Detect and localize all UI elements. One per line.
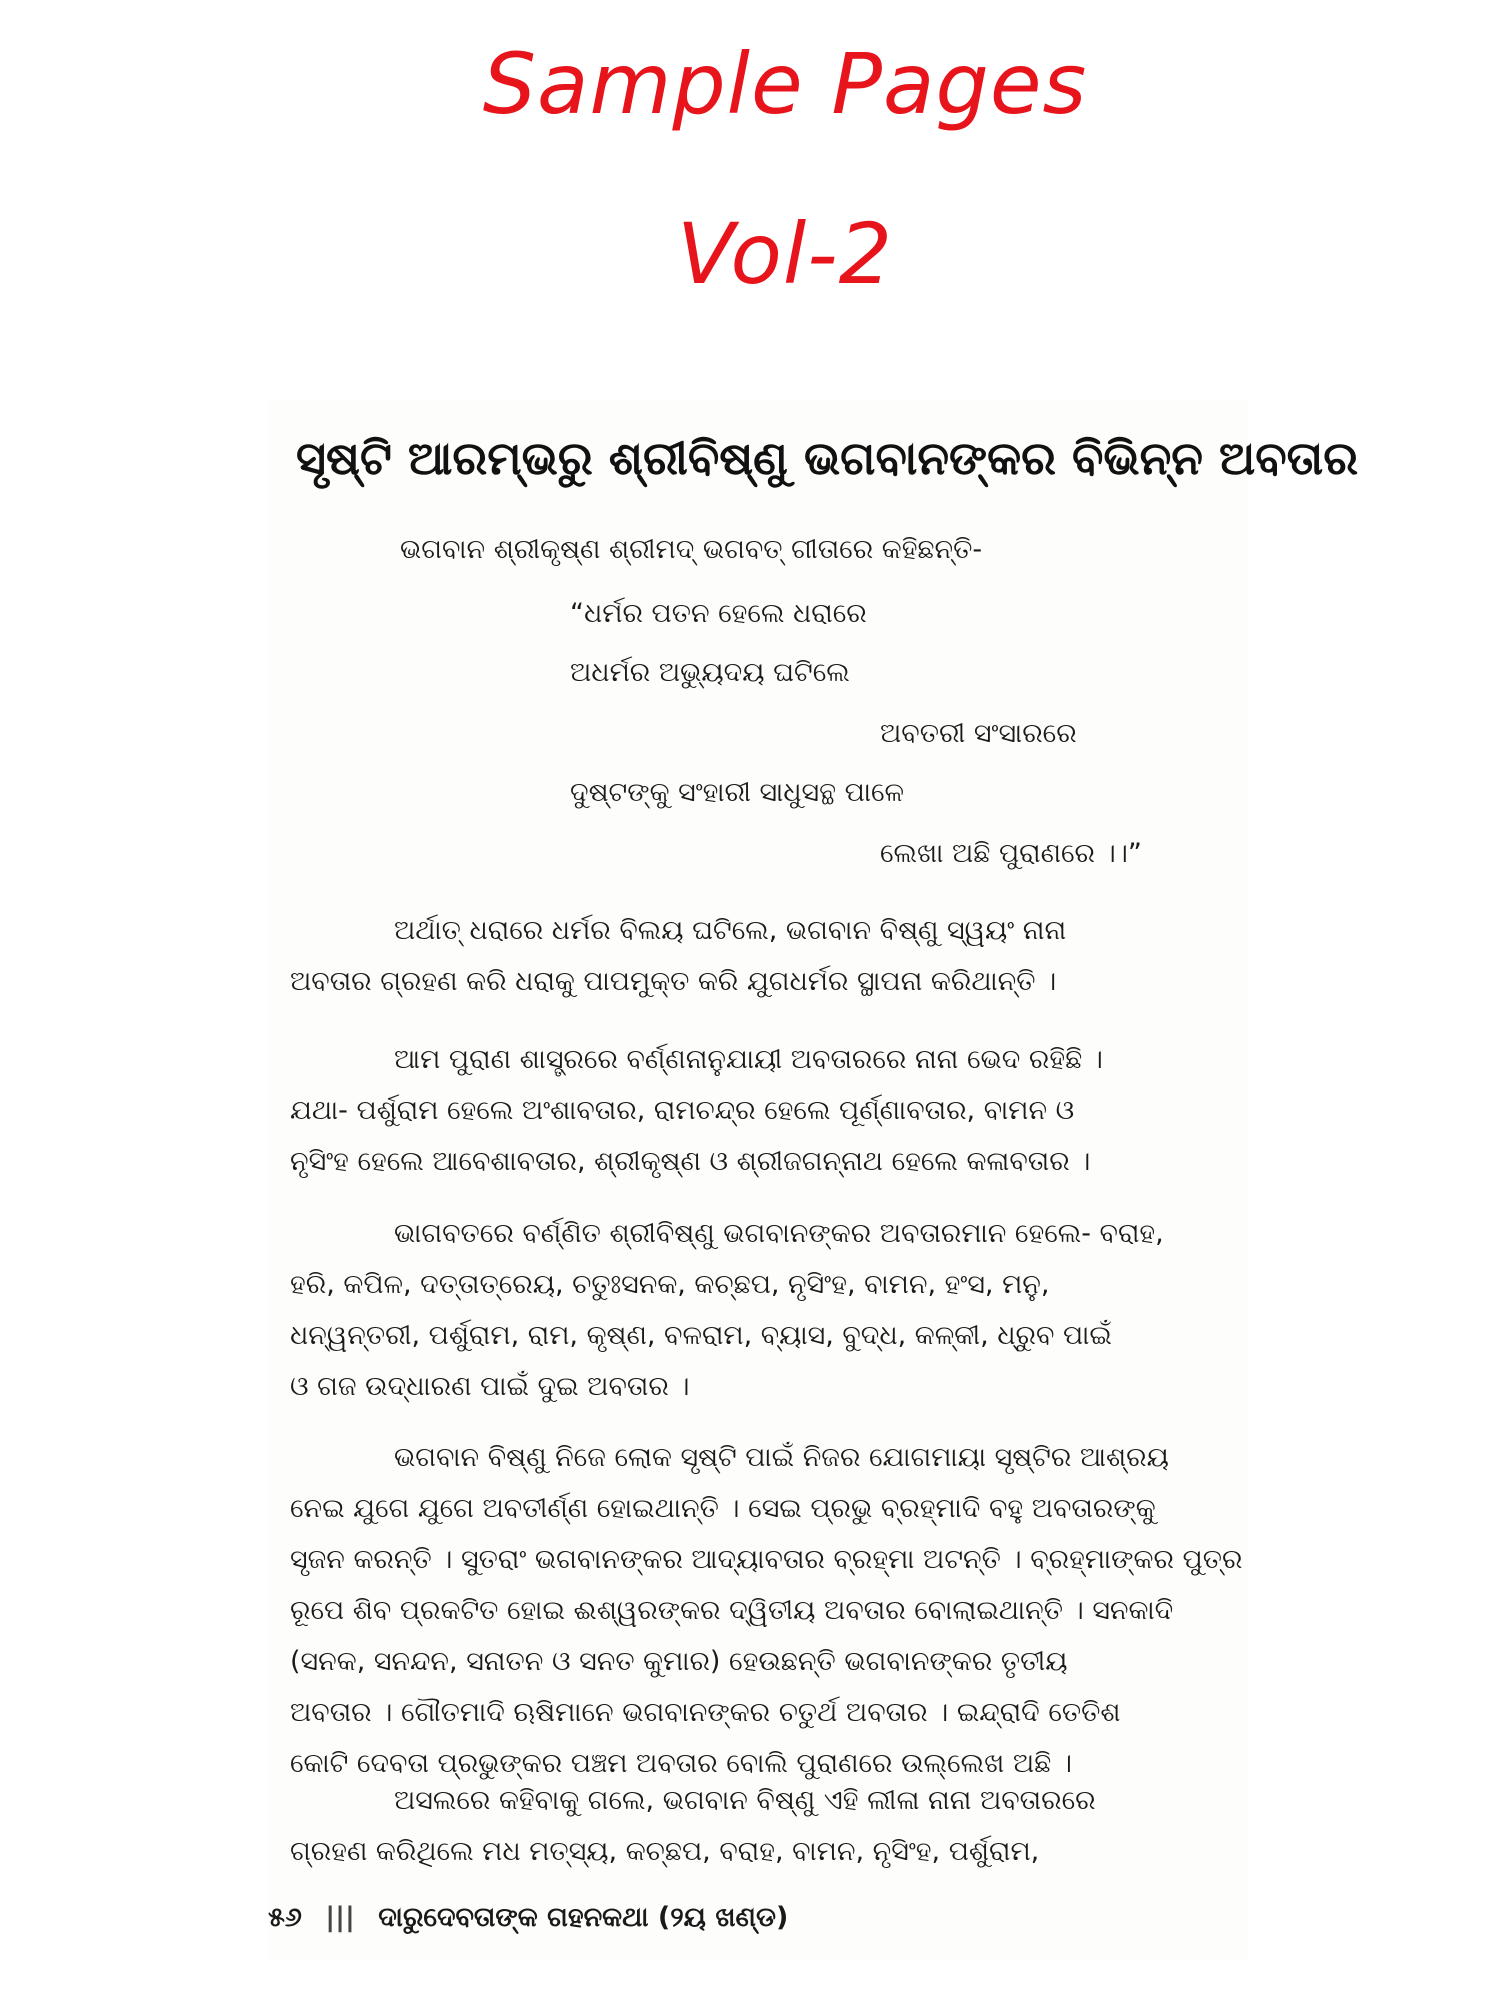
paragraph-2 [290, 1034, 1250, 1187]
paragraph-5 [290, 1775, 1250, 1877]
verse-line: ଦୁଷ୍ଟଙ୍କୁ ସଂହାରୀ ସାଧୁସନ୍ଥ ପାଳେ [570, 777, 905, 808]
paragraph-line: ଭାଗବତରେ ବର୍ଣ୍ଣିତ ଶ୍ରୀବିଷ୍ଣୁ ଭଗବାନଙ୍କର ଅବତାରମାନ ହେଲେ- ବରାହ, [394, 1218, 1164, 1249]
paragraph-line: ଅସଲରେ କହିବାକୁ ଗଲେ, ଭଗବାନ ବିଷ୍ଣୁ ଏହି ଲୀଳା ନାନା ଅବତାରରେ [394, 1785, 1096, 1816]
paragraph-line: ଗ୍ରହଣ କରିଥିଲେ ମଧ ମତ୍ସ୍ୟ, କଚ୍ଛପ, ବରାହ, ବାମନ, ନୃସିଂହ, ପର୍ଶୁରାମ, [290, 1836, 1040, 1867]
paragraph-line: କୋଟି ଦେବତା ପ୍ରଭୁଙ୍କର ପଞ୍ଚମ ଅବତାର ବୋଲି ପୁରାଣରେ ଉଲ୍ଲେଖ ଅଛି । [290, 1748, 1072, 1779]
page-number: ୫୬ [268, 1902, 302, 1933]
paragraph-line: ଭଗବାନ ବିଷ୍ଣୁ ନିଜେ ଲୋକ ସୃଷ୍ଟି ପାଇଁ ନିଜର ଯୋଗମାୟା ସୃଷ୍ଟିର ଆଶ୍ରୟ [394, 1442, 1169, 1473]
banner-volume: Vol-2 [676, 205, 894, 303]
paragraph-line: ଅବତାର । ଗୌତମାଦି ଋଷିମାନେ ଭଗବାନଙ୍କର ଚତୁର୍ଥ ଅବତାର । ଇନ୍ଦ୍ରାଦି ତେତିଶ [290, 1697, 1121, 1728]
verse-line: ଲେଖା ଅଛି ପୁରାଣରେ ।।” [880, 838, 1142, 869]
paragraph-line: ହରି, କପିଳ, ଦତ୍ତାତ୍ରେୟ, ଚତୁଃସନକ, କଚ୍ଛପ, ନୃସିଂହ, ବାମନ, ହଂସ, ମନୁ, [290, 1269, 1050, 1300]
paragraph-line: ସୃଜନ କରନ୍ତି । ସୁତରାଂ ଭଗବାନଙ୍କର ଆଦ୍ୟାବତାର ବ୍ରହ୍ମା ଅଟନ୍ତି । ବ୍ରହ୍ମାଙ୍କର ପୁତ୍ର [290, 1544, 1243, 1575]
paragraph-line: (ସନକ, ସନନ୍ଦନ, ସନାତନ ଓ ସନତ କୁମାର) ହେଉଛନ୍ତି ଭଗବାନଙ୍କର ତୃତୀୟ [290, 1646, 1068, 1677]
paragraph-line: ନେଇ ଯୁଗେ ଯୁଗେ ଅବତୀର୍ଣ୍ଣ ହୋଇଥାନ୍ତି । ସେଇ ପ୍ରଭୁ ବ୍ରହ୍ମାଦି ବହୁ ଅବତାରଙ୍କୁ [290, 1493, 1156, 1524]
book-title: ଦାରୁଦେବତାଙ୍କ ଗହନକଥା (୨ୟ ଖଣ୍ଡ) [378, 1902, 789, 1933]
page-footer [268, 1902, 788, 1934]
paragraph-line: ଓ ଗଜ ଉଦ୍ଧାରଣ ପାଇଁ ଦୁଇ ଅବତାର । [290, 1371, 690, 1402]
paragraph-line: ଅବତାର ଗ୍ରହଣ କରି ଧରାକୁ ପାପମୁକ୍ତ କରି ଯୁଗଧର୍ମର ସ୍ଥାପନା କରିଥାନ୍ତି । [290, 966, 1057, 997]
chapter-title: ସୃଷ୍ଟି ଆରମ୍ଭରୁ ଶ୍ରୀବିଷ୍ଣୁ ଭଗବାନଙ୍କର ବିଭିନ୍ନ ଅବତାର [296, 431, 1359, 485]
scanned-page [268, 400, 1359, 1960]
paragraph-line: ଅର୍ଥାତ୍ ଧରାରେ ଧର୍ମର ବିଲୟ ଘଟିଲେ, ଭଗବାନ ବିଷ୍ଣୁ ସ୍ୱୟଂ ନାନା [394, 915, 1067, 946]
verse-line: ଅଧର୍ମର ଅଭ୍ୟୁଦୟ ଘଟିଲେ [570, 657, 850, 688]
verse-line: “ଧର୍ମର ପତନ ହେଲେ ଧରାରେ [570, 598, 867, 629]
paragraph-line: ଆମ ପୁରାଣ ଶାସ୍ତ୍ରରେ ବର୍ଣ୍ଣନାନୁଯାୟୀ ଅବତାରରେ ନାନା ଭେଦ ରହିଛି । [394, 1044, 1103, 1075]
paragraph-1 [290, 905, 1250, 1007]
banner-sample-pages: Sample Pages [482, 35, 1088, 133]
paragraph-3 [290, 1208, 1250, 1412]
paragraph-line: ନୃସିଂହ ହେଲେ ଆବେଶାବତାର, ଶ୍ରୀକୃଷ୍ଣ ଓ ଶ୍ରୀଜଗନ୍ନାଥ ହେଲେ କଳାବତାର । [290, 1146, 1091, 1177]
verse-line: ଅବତରୀ ସଂସାରରେ [880, 718, 1077, 749]
paragraph-line: ଯଥା- ପର୍ଶୁରାମ ହେଲେ ଅଂଶାବତାର, ରାମଚନ୍ଦ୍ର ହେଲେ ପୂର୍ଣ୍ଣାବତାର, ବାମନ ଓ [290, 1095, 1075, 1126]
paragraph-line: ରୂପେ ଶିବ ପ୍ରକଟିତ ହୋଇ ଈଶ୍ୱରଙ୍କର ଦ୍ୱିତୀୟ ଅବତାର ବୋଲାଇଥାନ୍ତି । ସନକାଦି [290, 1595, 1174, 1626]
paragraph-line: ଧନ୍ୱନ୍ତରୀ, ପର୍ଶୁରାମ, ରାମ, କୃଷ୍ଣ, ବଳରାମ, ବ୍ୟାସ, ବୁଦ୍ଧ, କଳ୍କୀ, ଧ୍ରୁବ ପାଇଁ [290, 1320, 1112, 1351]
intro-line: ଭଗବାନ ଶ୍ରୀକୃଷ୍ଣ ଶ୍ରୀମଦ୍ ଭଗବତ୍ ଗୀତାରେ କହିଛନ୍ତି- [400, 534, 983, 565]
footer-separator: ||| [325, 1902, 355, 1933]
paragraph-4 [290, 1432, 1250, 1789]
